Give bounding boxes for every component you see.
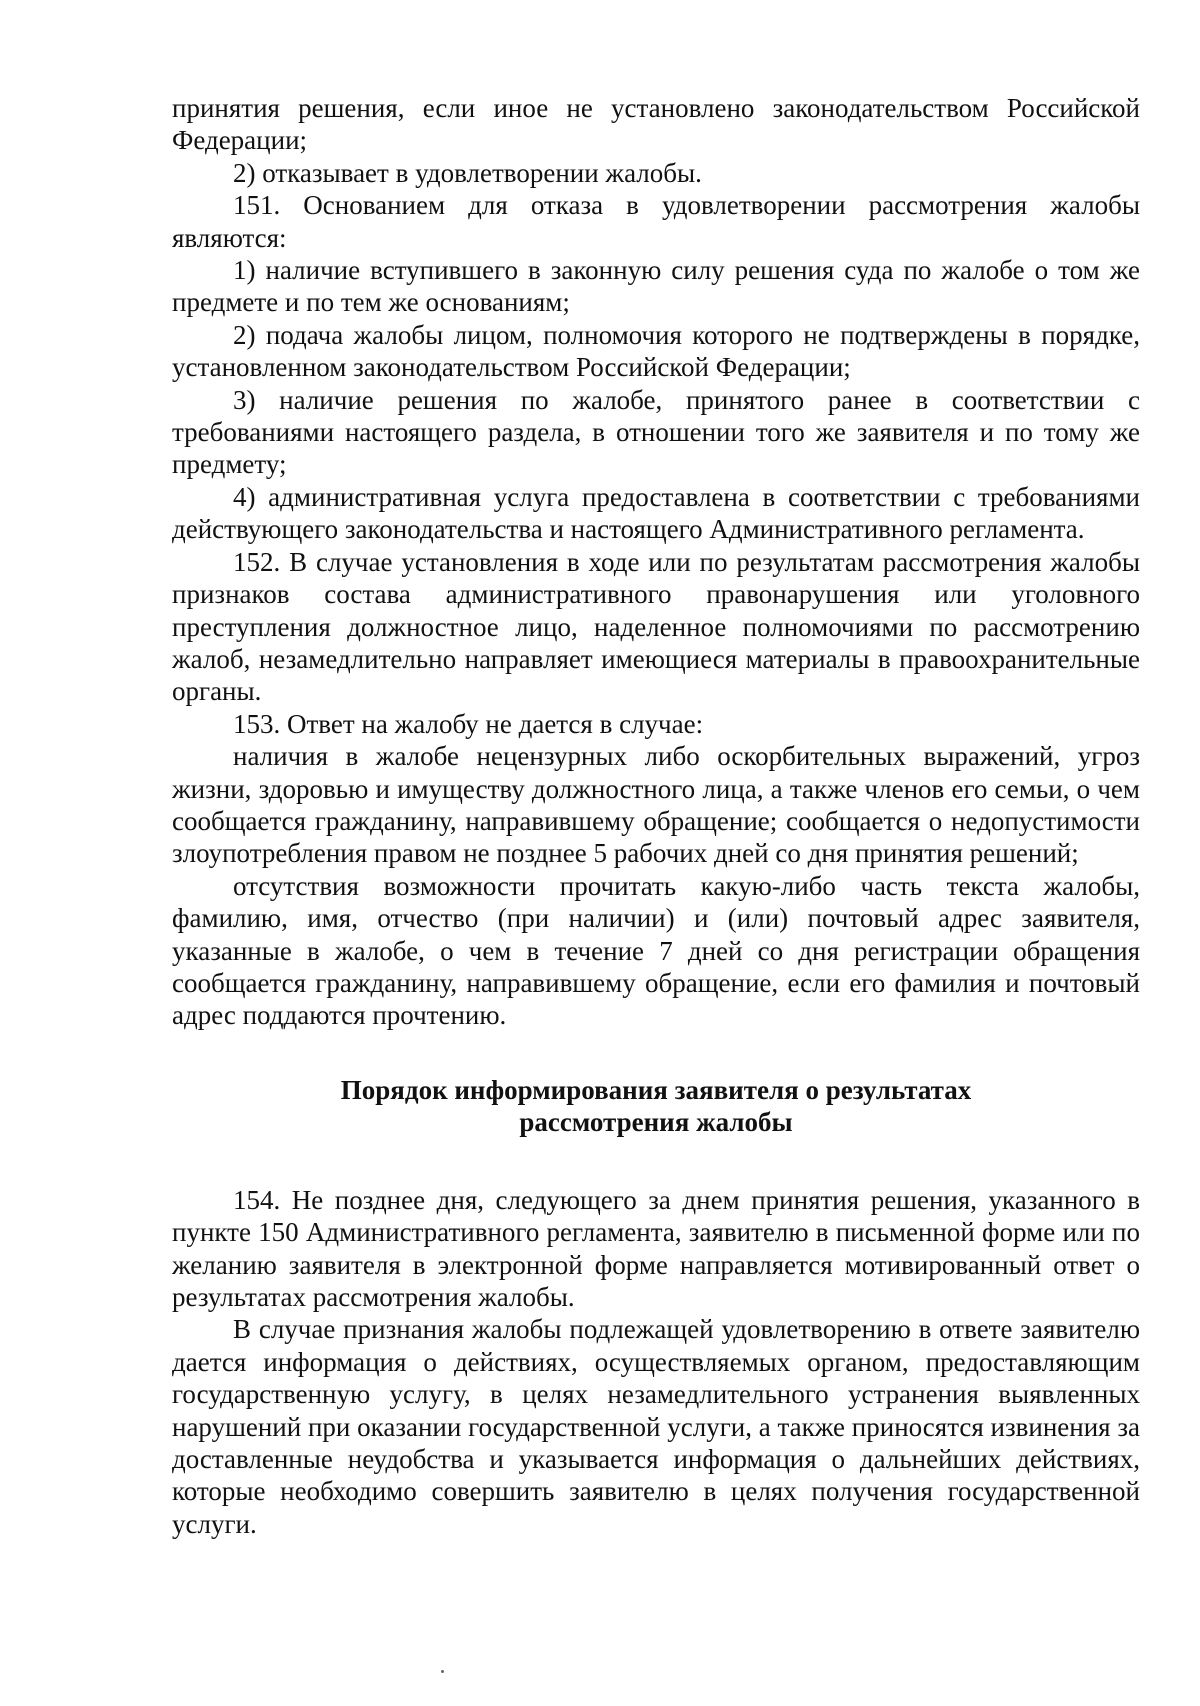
paragraph-refusal-decision: 2) отказывает в удовлетворении жалобы. xyxy=(233,157,702,188)
paragraph-ground-3: 3) наличие решения по жалобе, принятого ранее в соответствии с требованиями настоящего раздела, в отношении того же заявителя и по тому же предмету; xyxy=(172,384,1140,480)
section-heading-line-1: Порядок информирования заявителя о результатах xyxy=(340,1074,972,1105)
paragraph-item-153: 153. Ответ на жалобу не дается в случае: xyxy=(233,708,704,739)
paragraph-continuation: принятия решения, если иное не установлено законодательством Российской Федерации; xyxy=(172,93,1140,156)
paragraph-item-152: 152. В случае установления в ходе или по результатам рассмотрения жалобы признаков состава административного правонарушения или уголовного преступления должностное лицо, наделенное полномочиями по рассмотрению жалоб, незамедлительно направляет имеющиеся материалы в правоохранительные органы. xyxy=(172,546,1140,707)
paragraph-case-unreadable: отсутствия возможности прочитать какую-либо часть текста жалобы, фамилию, имя, отчество (при наличии) и (или) почтовый адрес заявителя, указанные в жалобе, о чем в течение 7 дней со дня регистрации обращения сообщается гражданину, направившему обращение, если его фамилия и почтовый адрес поддаются прочтению. xyxy=(172,870,1140,1031)
scan-speck xyxy=(441,1670,444,1673)
spacer xyxy=(172,1032,1140,1074)
paragraph-ground-4: 4) административная услуга предоставлена в соответствии с требованиями действующего законодательства и настоящего Административного регламента. xyxy=(172,481,1140,545)
paragraph-item-154: 154. Не позднее дня, следующего за днем принятия решения, указанного в пункте 150 Административного регламента, заявителю в письменной форме или по желанию заявителя в электронной форме направляется мотивированный ответ о результатах рассмотрения жалобы. xyxy=(172,1184,1140,1312)
paragraph-item-151: 151. Основанием для отказа в удовлетворении рассмотрения жалобы являются: xyxy=(172,190,1140,253)
document-body xyxy=(172,92,1140,1540)
paragraph-ground-1: 1) наличие вступившего в законную силу решения суда по жалобе о том же предмете и по тем же основаниям; xyxy=(172,255,1140,318)
section-heading-line-2: рассмотрения жалобы xyxy=(519,1106,793,1137)
paragraph-case-obscene: наличия в жалобе нецензурных либо оскорбительных выражений, угроз жизни, здоровью и имуществу должностного лица, а также членов его семьи, о чем сообщается гражданину, направившему обращение; сообщается о недопустимости злоупотребления правом не позднее 5 рабочих дней со дня принятия решений; xyxy=(172,741,1140,869)
paragraph-ground-2: 2) подача жалобы лицом, полномочия которого не подтверждены в порядке, установленном законодательством Российской Федерации; xyxy=(172,319,1140,383)
paragraph-complaint-satisfied: В случае признания жалобы подлежащей удовлетворению в ответе заявителю дается информация о действиях, осуществляемых органом, предоставляющим государственную услугу, в целях незамедлительного устранения выявленных нарушений при оказании государственной услуги, а также приносятся извинения за доставленные неудобства и указывается информация о дальнейших действиях, которые необходимо совершить заявителю в целях получения государственной услуги. xyxy=(172,1314,1140,1539)
spacer xyxy=(172,1138,1140,1184)
